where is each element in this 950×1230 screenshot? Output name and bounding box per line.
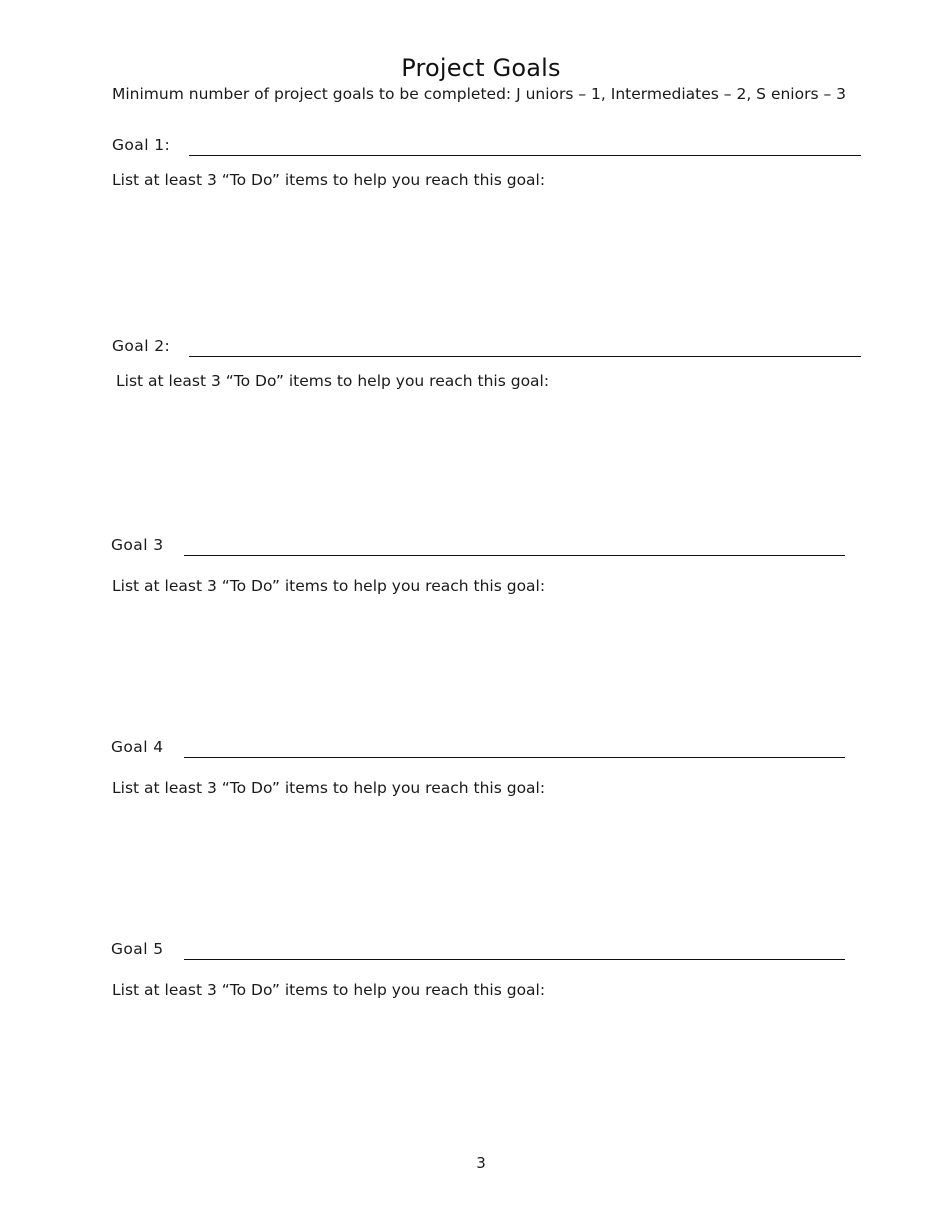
goal-5-label: Goal 5 [111, 940, 164, 958]
goal-1-line[interactable] [189, 155, 861, 156]
goal-2-label: Goal 2: [112, 337, 171, 355]
goal-5-line[interactable] [184, 959, 845, 960]
goals-requirement-note: Minimum number of project goals to be completed: J uniors – 1, Intermediates – 2, S eniors – 3 [112, 85, 847, 103]
goal-1-todo-prompt: List at least 3 “To Do” items to help you reach this goal: [112, 171, 546, 189]
goal-2-line[interactable] [189, 356, 861, 357]
goal-4-label: Goal 4 [111, 738, 164, 756]
goal-1-label: Goal 1: [112, 136, 171, 154]
page-number: 3 [476, 1154, 486, 1172]
goal-4-todo-prompt: List at least 3 “To Do” items to help you reach this goal: [112, 779, 546, 797]
goal-2-todo-prompt: List at least 3 “To Do” items to help you reach this goal: [116, 372, 550, 390]
goal-5-todo-prompt: List at least 3 “To Do” items to help you reach this goal: [112, 981, 546, 999]
page-title: Project Goals [401, 54, 561, 82]
goal-4-line[interactable] [184, 757, 845, 758]
goal-3-label: Goal 3 [111, 536, 164, 554]
goal-3-line[interactable] [184, 555, 845, 556]
goal-3-todo-prompt: List at least 3 “To Do” items to help you reach this goal: [112, 577, 546, 595]
